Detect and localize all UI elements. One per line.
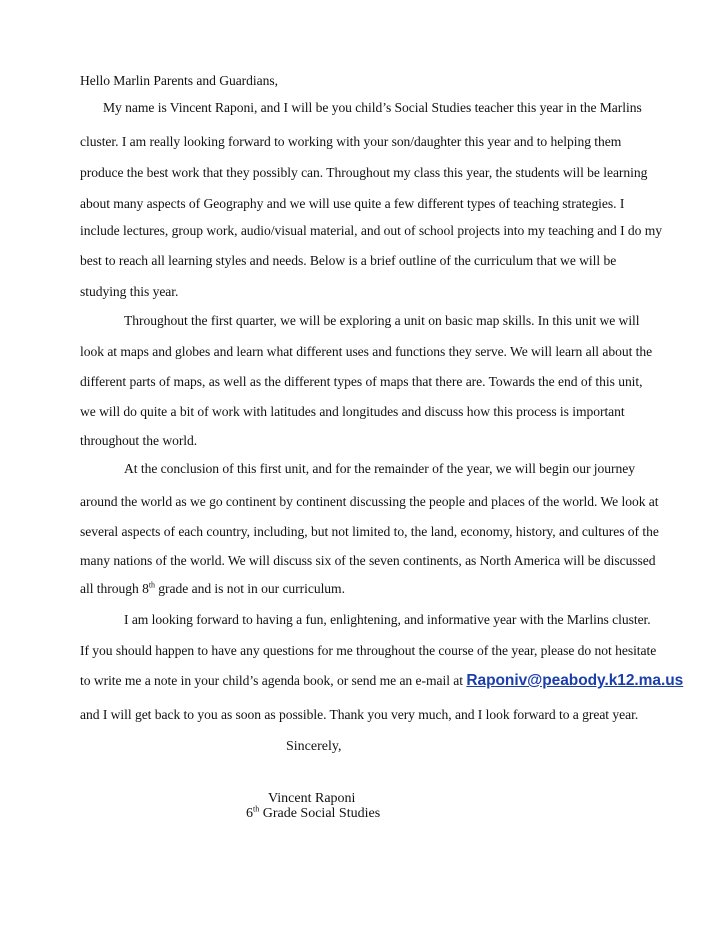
signature-title (246, 806, 380, 822)
paragraph-1-line-1: My name is Vincent Raponi, and I will be you child’s Social Studies teacher this year in the Marlins (103, 100, 642, 115)
paragraph-4-line-1: I am looking forward to having a fun, enlightening, and informative year with the Marlins cluster. (124, 612, 651, 627)
paragraph-1-line-7: studying this year. (80, 284, 179, 299)
paragraph-2-line-2: look at maps and globes and learn what different uses and functions they serve. We will learn all about the (80, 344, 653, 359)
paragraph-3-line-3: several aspects of each country, including, but not limited to, the land, economy, history, and cultures of the (80, 524, 659, 539)
signature-ordinal-suffix: th (253, 804, 260, 814)
paragraph-4-line-2: If you should happen to have any questions for me throughout the course of the year, please do not hesitate (80, 643, 657, 658)
paragraph-1-line-2: cluster. I am really looking forward to working with your son/daughter this year and to helping them (80, 134, 622, 149)
email-link[interactable]: Raponiv@peabody.k12.ma.us (466, 672, 684, 689)
paragraph-1-line-5: include lectures, group work, audio/visual material, and out of school projects into my teaching and I do my (80, 223, 663, 238)
paragraph-2-line-1: Throughout the first quarter, we will be exploring a unit on basic map skills. In this unit we will (124, 313, 640, 328)
paragraph-2-line-4: we will do quite a bit of work with latitudes and longitudes and discuss how this process is important (80, 404, 625, 419)
paragraph-3-line-5-end: grade and is not in our curriculum. (154, 581, 345, 596)
greeting: Hello Marlin Parents and Guardians, (80, 73, 278, 88)
signature-name: Vincent Raponi (268, 791, 356, 806)
paragraph-1-line-6: best to reach all learning styles and needs. Below is a brief outline of the curriculum that we will be (80, 253, 617, 268)
paragraph-3-line-1: At the conclusion of this first unit, and for the remainder of the year, we will begin our journey (124, 461, 635, 476)
paragraph-2-line-5: throughout the world. (80, 433, 198, 448)
paragraph-1-line-4: about many aspects of Geography and we will use quite a few different types of teaching strategies. I (80, 196, 625, 211)
paragraph-3-line-5-start: all through 8 (80, 581, 149, 596)
paragraph-3-line-2: around the world as we go continent by continent discussing the people and places of the world. We look at (80, 494, 659, 509)
paragraph-1-line-3: produce the best work that they possibly can. Throughout my class this year, the students will be learning (80, 165, 648, 180)
paragraph-4-line-3 (80, 673, 683, 689)
ordinal-suffix: th (148, 580, 155, 590)
paragraph-4-line-4: and I will get back to you as soon as possible. Thank you very much, and I look forward to a great year. (80, 707, 639, 722)
signature-title-rest: Grade Social Studies (259, 806, 381, 821)
paragraph-4-line-3-text: to write me a note in your child’s agenda book, or send me an e-mail at (80, 673, 467, 688)
closing: Sincerely, (286, 739, 342, 754)
paragraph-3-line-4: many nations of the world. We will discuss six of the seven continents, as North America will be discussed (80, 553, 656, 568)
paragraph-3-line-5 (80, 581, 345, 597)
signature-title-grade: 6 (246, 806, 253, 821)
paragraph-2-line-3: different parts of maps, as well as the different types of maps that there are. Towards the end of this unit, (80, 374, 643, 389)
